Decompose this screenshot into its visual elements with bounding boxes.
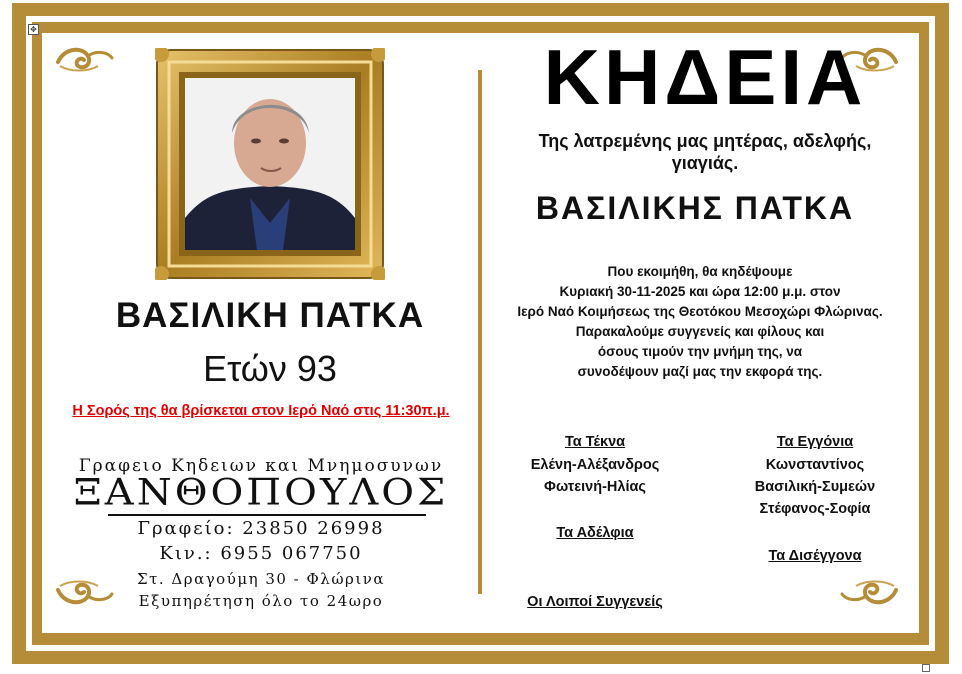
office-address: Στ. Δραγούμη 30 - Φλώρινα [136, 570, 385, 588]
deceased-age: Ετών 93 [203, 348, 337, 389]
notice-line: Κυριακή 30-11-2025 και ώρα 12:00 μ.μ. στον [559, 284, 841, 299]
notice-line: Παρακαλούμε συγγενείς και φίλους και [575, 324, 825, 339]
move-anchor-icon[interactable]: ✥ [28, 24, 39, 35]
funeral-office-brand: ΞΑΝΘΟΠΟΥΛΟΣ [73, 472, 449, 514]
office-phone: Γραφείο: 23850 26998 [137, 518, 385, 539]
other-relatives-heading: Οι Λοιποί Συγγενείς [527, 594, 663, 610]
office-hours: Εξυπηρέτηση όλο το 24ωρο [138, 592, 384, 610]
office-mobile: Κιν.: 6955 067750 [159, 543, 363, 564]
notice-line: Που εκοιμήθη, θα κηδέψουμε [607, 264, 793, 279]
notice-line: Ιερό Ναό Κοιμήσεως της Θεοτόκου Μεσοχώρι Φλώρινας. [517, 304, 883, 319]
intro-text: Της λατρεμένης μας μητέρας, αδελφής, γιαγιάς. [538, 131, 872, 173]
page-title: ΚΗΔΕΙΑ [543, 33, 867, 121]
children-names: Φωτεινή-Ηλίας [544, 479, 646, 495]
portrait-photo-frame [155, 48, 385, 280]
grandchildren-heading: Τα Εγγόνια [776, 434, 854, 450]
children-names: Ελένη-Αλέξανδρος [530, 457, 660, 473]
great-grandchildren-heading: Τα Δισέγγονα [768, 548, 862, 564]
children-heading: Τα Τέκνα [564, 434, 626, 450]
deceased-name-left: ΒΑΣΙΛΙΚΗ ΠΑΤΚΑ [115, 296, 425, 335]
grandchildren-names: Κωνσταντίνος [765, 457, 865, 473]
notice-line: συνοδέψουν μαζί μας την εκφορά της. [577, 364, 823, 379]
grandchildren-names: Βασιλική-Συμεών [754, 479, 876, 495]
funeral-office-title: Γραφειο Κηδειων και Μνημοσυνων [78, 456, 444, 476]
brand-underline [108, 514, 426, 516]
siblings-heading: Τα Αδέλφια [556, 525, 634, 541]
deceased-name-right: ΒΑΣΙΛΙΚΗΣ ΠΑΤΚΑ [535, 190, 855, 226]
ornament-top-left-icon [54, 44, 116, 76]
funeral-notice [480, 262, 920, 382]
grandchildren-names: Στέφανος-Σοφία [759, 501, 871, 517]
ornament-bottom-right-icon [838, 576, 900, 608]
resize-handle-icon[interactable] [922, 664, 930, 672]
notice-line: όσους τιμούν την μνήμη της, να [597, 344, 803, 359]
wake-notice: Η Σορός της θα βρίσκεται στον Ιερό Ναό στις 11:30π.μ. [72, 403, 450, 419]
